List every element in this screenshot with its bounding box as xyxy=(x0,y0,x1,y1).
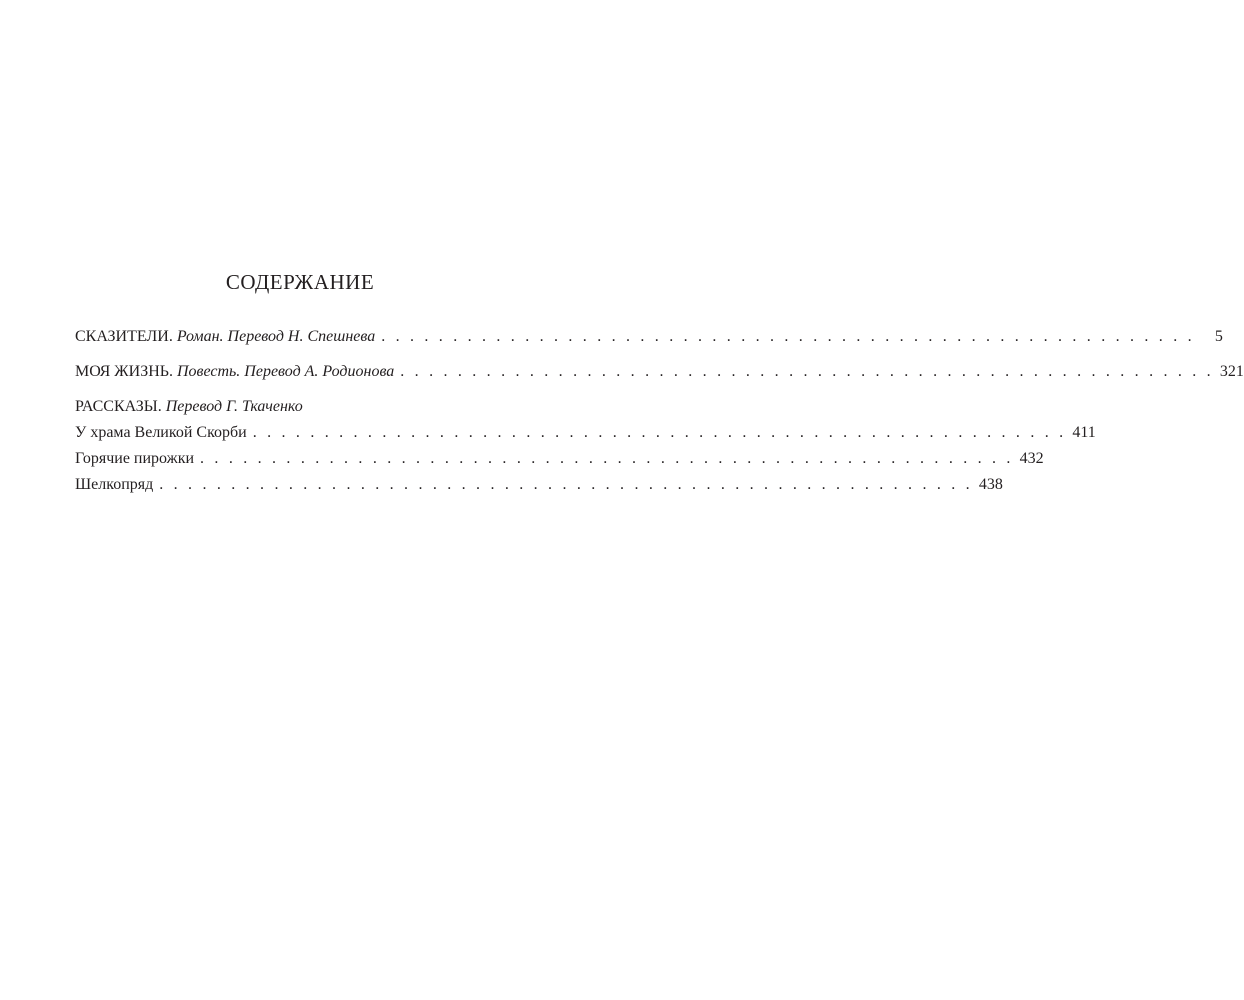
page-title: СОДЕРЖАНИЕ xyxy=(225,270,375,294)
dot-leader: . . . . . . . . . . . . . . . . . . . . . . . . . . . . . . . . . . . . . . . . . . . . . . . . . . . . . . . . . xyxy=(252,424,1067,441)
toc-entry-title: СКАЗИТЕЛИ. xyxy=(75,328,173,345)
toc-page-number: 321 xyxy=(1219,363,1244,380)
toc-entry-subtitle: Повесть. Перевод А. Родионова xyxy=(176,363,395,380)
toc-page-number: 5 xyxy=(1214,328,1223,345)
toc-entry-title: МОЯ ЖИЗНЬ. xyxy=(75,363,173,380)
toc-entry-storytellers[interactable] xyxy=(75,328,1223,350)
toc-entry-title: Шелкопряд xyxy=(75,476,154,493)
toc-entry-title: Горячие пирожки xyxy=(75,450,195,467)
toc-entry-story-temple[interactable] xyxy=(75,424,1096,446)
toc-page-number: 438 xyxy=(978,476,1003,493)
toc-entry-my-life[interactable] xyxy=(75,363,1244,385)
toc-entry-label xyxy=(75,363,394,381)
toc-page-number: 411 xyxy=(1072,424,1096,441)
toc-section-title: РАССКАЗЫ. xyxy=(75,398,162,415)
toc-entry-story-hot-pies[interactable] xyxy=(75,450,1044,472)
toc-section-subtitle: Перевод Г. Ткаченко xyxy=(165,398,303,415)
toc-section-stories xyxy=(75,398,303,416)
dot-leader: . . . . . . . . . . . . . . . . . . . . . . . . . . . . . . . . . . . . . . . . . . . . . . . . . . . . . . . . . xyxy=(159,476,973,493)
dot-leader: . . . . . . . . . . . . . . . . . . . . . . . . . . . . . . . . . . . . . . . . . . . . . . . . . . . . . . . . . xyxy=(200,450,1014,467)
toc-entry-label xyxy=(75,328,375,346)
toc-entry-subtitle: Роман. Перевод Н. Спешнева xyxy=(176,328,376,345)
dot-leader: . . . . . . . . . . . . . . . . . . . . . . . . . . . . . . . . . . . . . . . . . . . . . . . . . . . . . . . . . xyxy=(381,328,1195,345)
dot-leader: . . . . . . . . . . . . . . . . . . . . . . . . . . . . . . . . . . . . . . . . . . . . . . . . . . . . . . . . . xyxy=(400,363,1214,380)
toc-entry-title: У храма Великой Скорби xyxy=(75,424,247,441)
toc-page-number: 432 xyxy=(1019,450,1044,467)
toc-entry-story-silkworm[interactable] xyxy=(75,476,1003,498)
